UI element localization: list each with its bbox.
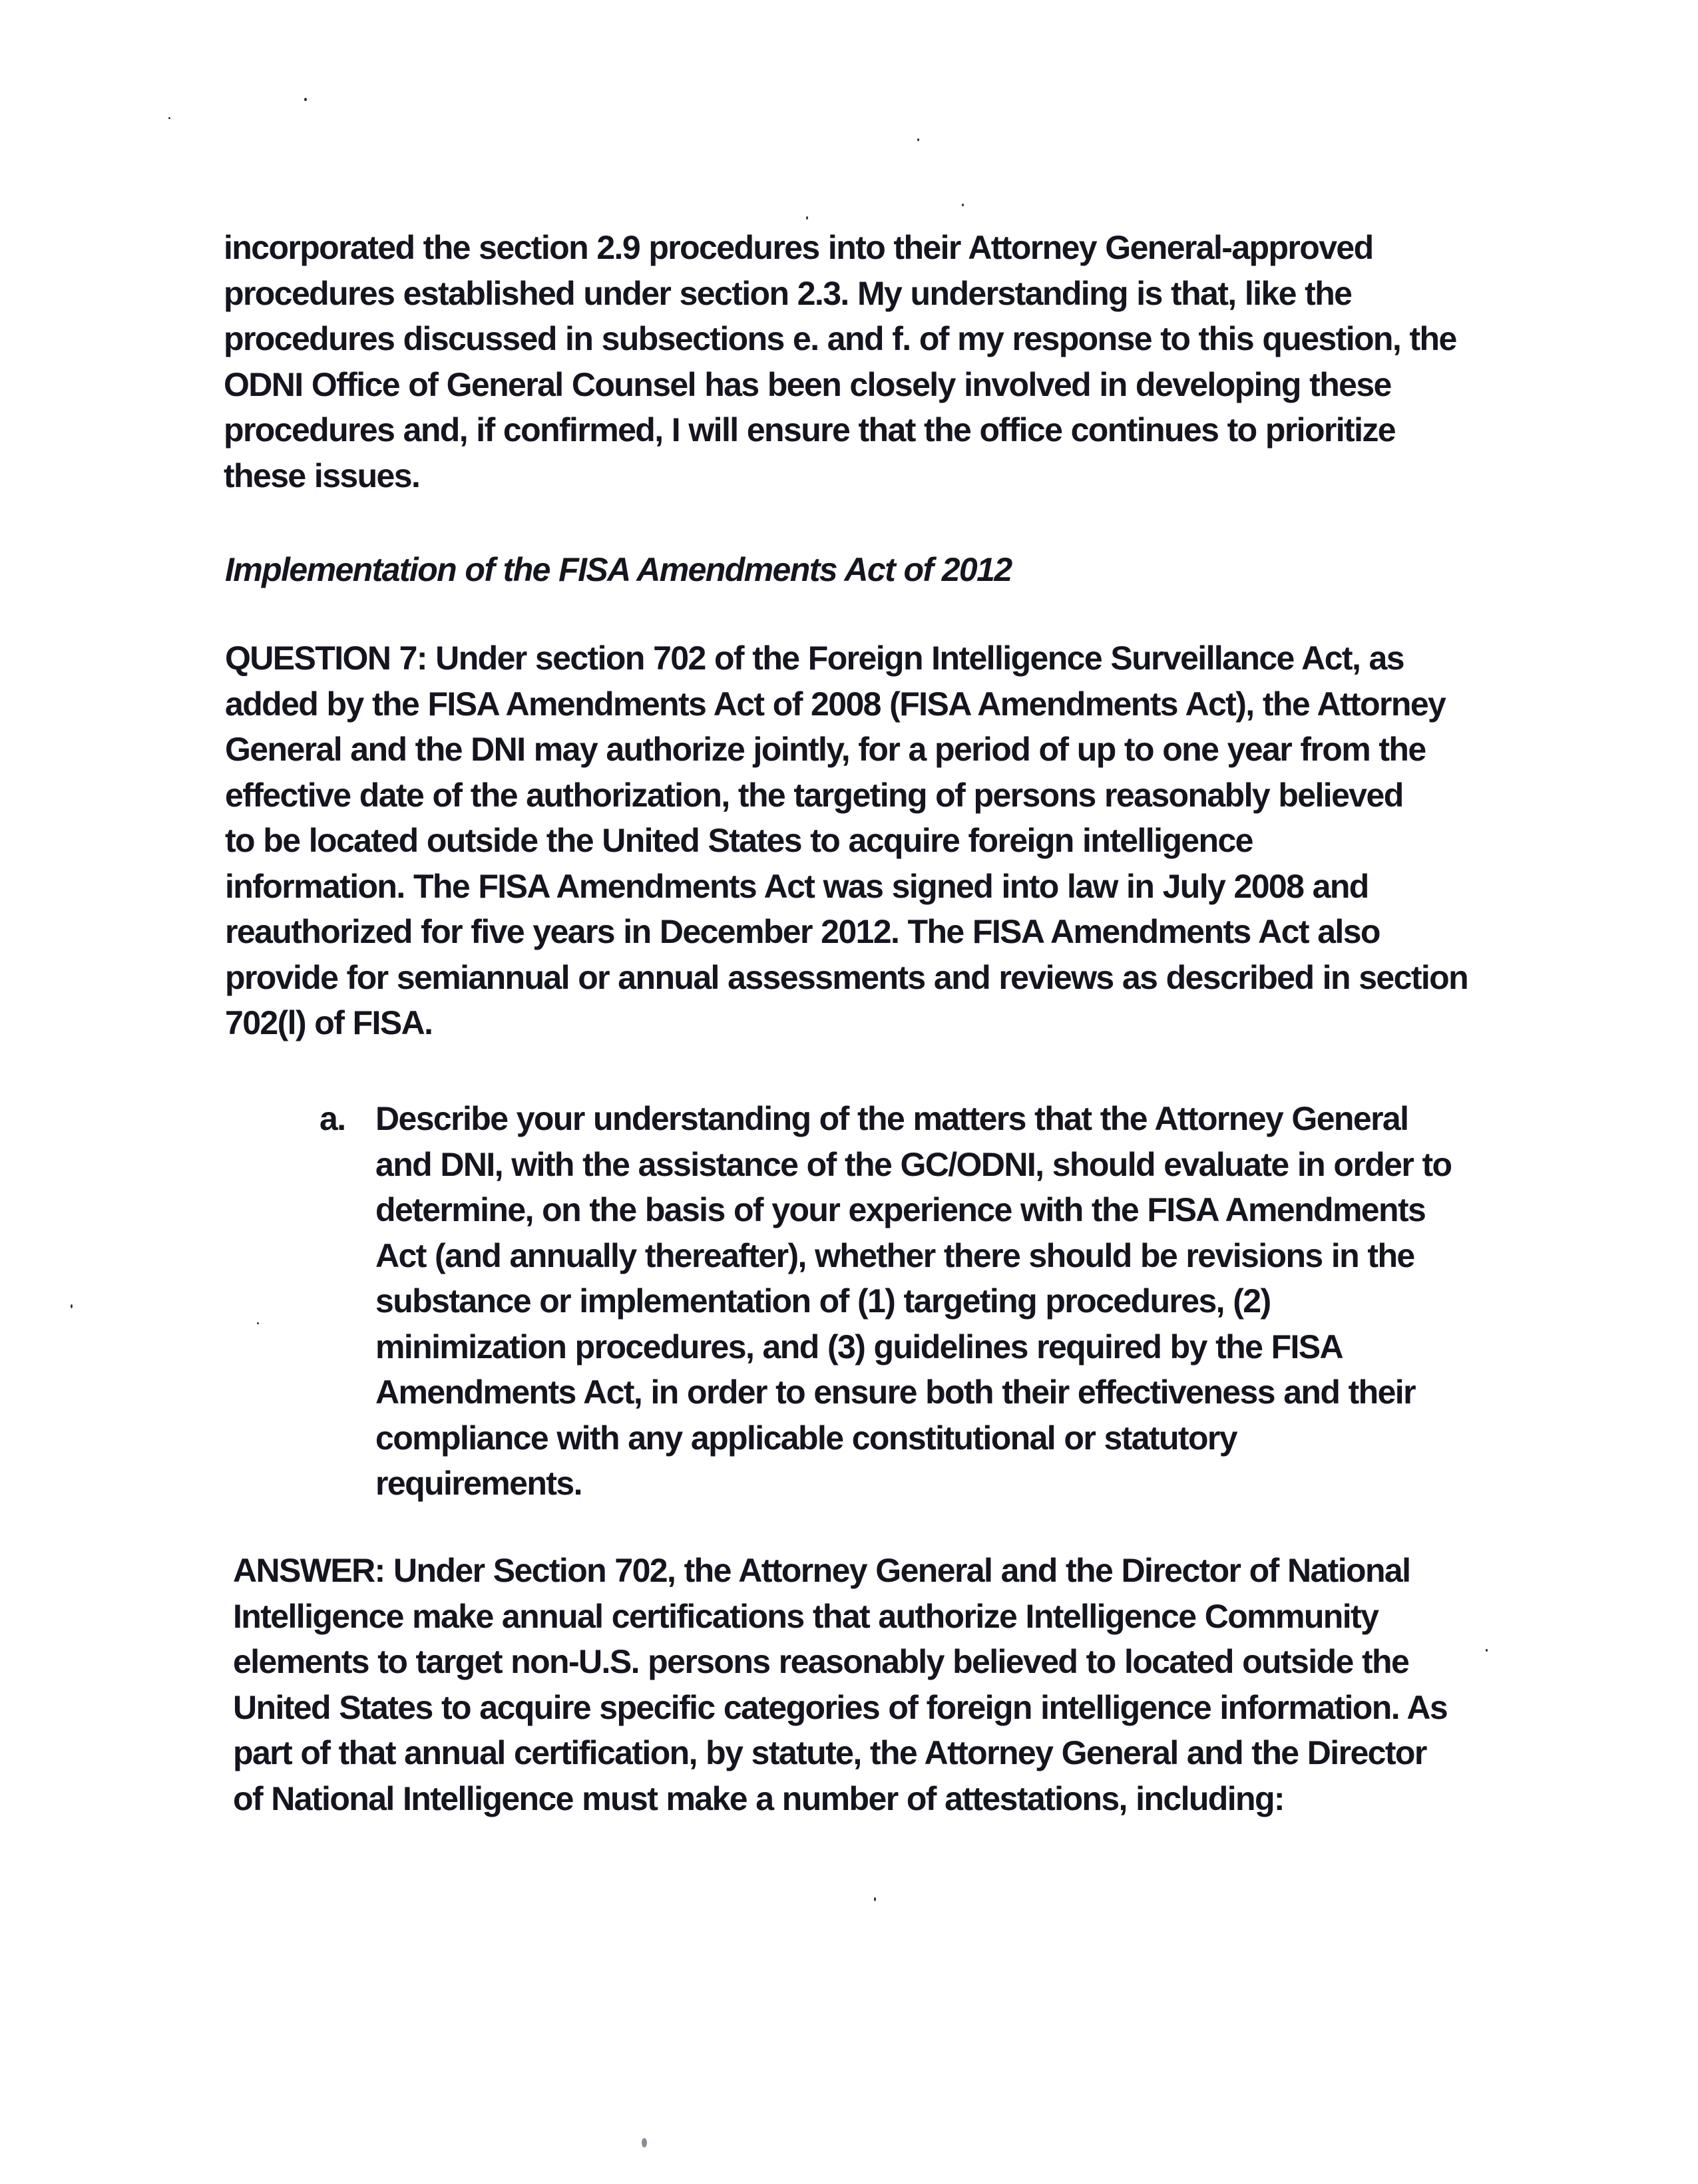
sub-question-body: [375, 1096, 1452, 1507]
question-label: QUESTION 7:: [225, 639, 427, 677]
text-line: General and the DNI may authorize jointly, for a period of up to one year from the: [225, 731, 1426, 768]
text-line: Act (and annually thereafter), whether there should be revisions in the: [375, 1236, 1414, 1274]
scan-speck: [304, 98, 307, 101]
answer-text: Under Section 702, the Attorney General and the Director of National: [384, 1552, 1410, 1589]
text-line: [233, 1548, 1447, 1594]
text-line: elements to target non-U.S. persons reasonably believed to located outside the: [233, 1643, 1409, 1680]
scan-speck: [168, 117, 170, 119]
text-line: ODNI Office of General Counsel has been closely involved in developing these: [224, 365, 1391, 403]
list-marker: a.: [319, 1100, 345, 1137]
text-line: Intelligence make annual certifications that authorize Intelligence Community: [233, 1597, 1379, 1635]
text-line: 702(l) of FISA.: [225, 1004, 433, 1041]
text-line: United States to acquire specific categories of foreign intelligence information. As: [233, 1688, 1448, 1726]
text-line: requirements.: [375, 1465, 582, 1502]
question-7-paragraph: [225, 636, 1468, 1046]
scan-speck: [642, 2138, 647, 2147]
scan-speck: [806, 216, 808, 220]
text-line: of National Intelligence must make a number of attestations, including:: [233, 1779, 1284, 1817]
scan-speck: [874, 1897, 876, 1901]
answer-label: ANSWER:: [233, 1552, 385, 1589]
text-line: to be located outside the United States to acquire foreign intelligence: [225, 822, 1253, 859]
scan-speck: [1486, 1649, 1488, 1652]
text-line: and DNI, with the assistance of the GC/ODNI, should evaluate in order to: [375, 1145, 1452, 1183]
section-heading: [225, 547, 1012, 592]
text-line: substance or implementation of (1) targeting procedures, (2): [375, 1282, 1271, 1320]
text-line: [225, 636, 1468, 681]
text-line: reauthorized for five years in December 2012. The FISA Amendments Act also: [225, 913, 1380, 950]
scan-speck: [917, 138, 919, 141]
text-line: compliance with any applicable constitutional or statutory: [375, 1419, 1237, 1457]
answer-paragraph: [233, 1548, 1447, 1821]
text-line: added by the FISA Amendments Act of 2008 (FISA Amendments Act), the Attorney: [225, 685, 1446, 723]
text-line: these issues.: [224, 456, 420, 494]
scan-speck: [257, 1322, 259, 1324]
text-line: part of that annual certification, by statute, the Attorney General and the Director: [233, 1734, 1426, 1771]
text-line: Describe your understanding of the matters that the Attorney General: [375, 1100, 1408, 1137]
text-line: information. The FISA Amendments Act was signed into law in July 2008 and: [225, 867, 1369, 905]
text-line: procedures discussed in subsections e. and f. of my response to this question, the: [224, 320, 1456, 357]
text-line: provide for semiannual or annual assessments and reviews as described in section: [225, 958, 1468, 996]
scan-speck: [962, 204, 964, 206]
text-line: procedures established under section 2.3. My understanding is that, like the: [224, 274, 1352, 312]
text-line: effective date of the authorization, the targeting of persons reasonably believed: [225, 776, 1403, 814]
text-line: incorporated the section 2.9 procedures into their Attorney General-approved: [224, 229, 1373, 266]
section-heading-text: Implementation of the FISA Amendments Act of 2012: [225, 551, 1012, 588]
text-line: procedures and, if confirmed, I will ensure that the office continues to prioritize: [224, 411, 1396, 449]
text-line: determine, on the basis of your experience with the FISA Amendments: [375, 1191, 1426, 1228]
text-line: Amendments Act, in order to ensure both their effectiveness and their: [375, 1373, 1415, 1411]
text-line: minimization procedures, and (3) guidelines required by the FISA: [375, 1328, 1343, 1365]
question-text: Under section 702 of the Foreign Intelligence Surveillance Act, as: [426, 639, 1404, 677]
intro-paragraph: [224, 225, 1456, 498]
scan-speck: [71, 1304, 73, 1308]
